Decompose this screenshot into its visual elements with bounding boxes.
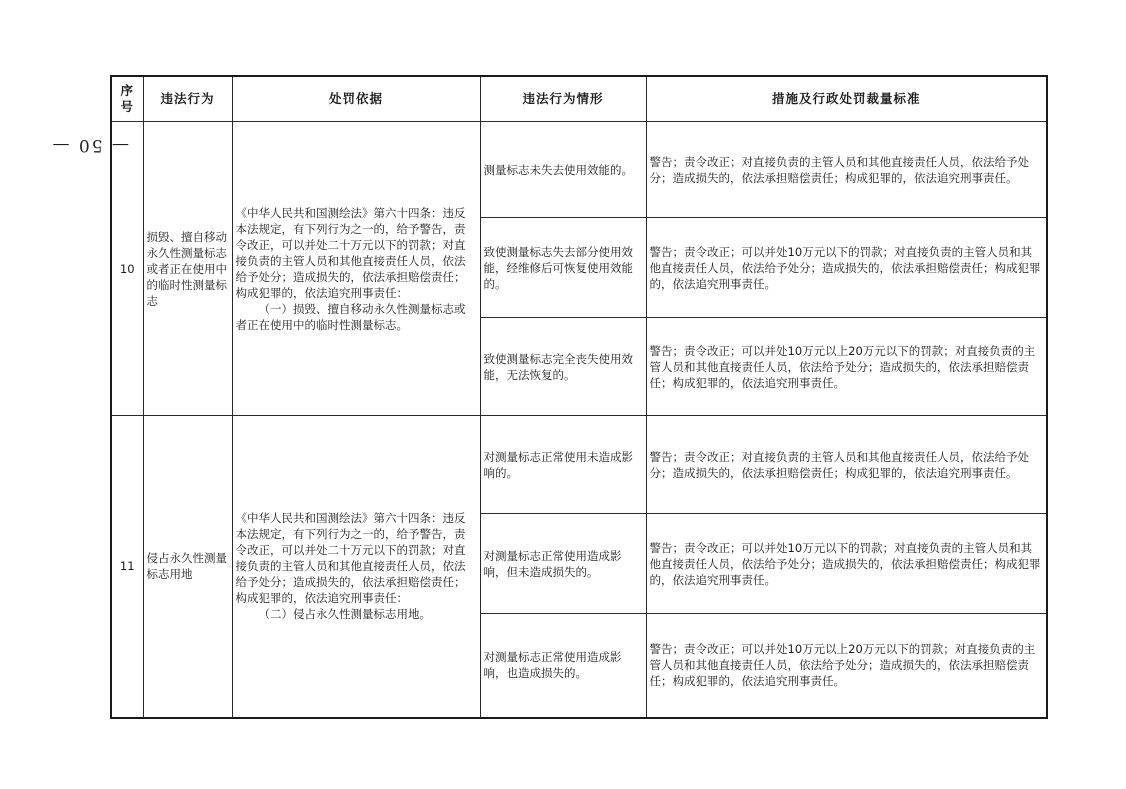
- header-act: 违法行为: [143, 76, 232, 122]
- measure: 警告；责令改正；可以并处10万元以下的罚款；对直接负责的主管人员和其他直接责任人员，依法给予处分；造成损失的，依法承担赔偿责任；构成犯罪的，依法追究刑事责任。: [646, 218, 1047, 318]
- circumstance: 对测量标志正常使用未造成影响的。: [480, 416, 646, 514]
- header-no: 序号: [111, 76, 143, 122]
- measure: 警告；责令改正；可以并处10万元以下的罚款；对直接负责的主管人员和其他直接责任人员，依法给予处分；造成损失的，依法承担赔偿责任；构成犯罪的，依法追究刑事责任。: [646, 514, 1047, 614]
- circumstance: 致使测量标志失去部分使用效能，经维修后可恢复使用效能的。: [480, 218, 646, 318]
- penalty-basis: [232, 416, 480, 718]
- table-row: [111, 122, 1047, 218]
- measure: 警告；责令改正；对直接负责的主管人员和其他直接责任人员，依法给予处分；造成损失的，依法承担赔偿责任；构成犯罪的，依法追究刑事责任。: [646, 416, 1047, 514]
- page-number: — 50 —: [50, 135, 130, 155]
- row-number: 10: [111, 122, 143, 416]
- circumstance: 致使测量标志完全丧失使用效能，无法恢复的。: [480, 318, 646, 416]
- circumstance: 对测量标志正常使用造成影响，也造成损失的。: [480, 614, 646, 718]
- measure: 警告；责令改正；可以并处10万元以上20万元以下的罚款；对直接负责的主管人员和其他直接责任人员，依法给予处分；造成损失的，依法承担赔偿责任；构成犯罪的，依法追究刑事责任。: [646, 318, 1047, 416]
- basis-text: 《中华人民共和国测绘法》第六十四条：违反本法规定，有下列行为之一的，给予警告，责令改正，可以并处二十万元以下的罚款；对直接负责的主管人员和其他直接责任人员，依法给予处分；造成损失的，依法承担赔偿责任；构成犯罪的，依法追究刑事责任：: [235, 511, 466, 606]
- header-basis: 处罚依据: [232, 76, 480, 122]
- basis-text: 《中华人民共和国测绘法》第六十四条：违反本法规定，有下列行为之一的，给予警告，责令改正，可以并处二十万元以下的罚款；对直接负责的主管人员和其他直接责任人员，依法给予处分；造成损失的，依法承担赔偿责任；构成犯罪的，依法追究刑事责任：: [235, 205, 466, 300]
- circumstance: 测量标志未失去使用效能的。: [480, 122, 646, 218]
- circumstance: 对测量标志正常使用造成影响，但未造成损失的。: [480, 514, 646, 614]
- row-number: 11: [111, 416, 143, 718]
- basis-item: （一）损毁、擅自移动永久性测量标志或者正在使用中的临时性测量标志。: [235, 301, 466, 332]
- penalty-standards-table: [110, 75, 1048, 719]
- measure: 警告；责令改正；可以并处10万元以上20万元以下的罚款；对直接负责的主管人员和其他直接责任人员，依法给予处分；造成损失的，依法承担赔偿责任；构成犯罪的，依法追究刑事责任。: [646, 614, 1047, 718]
- header-circumstance: 违法行为情形: [480, 76, 646, 122]
- table-header-row: [111, 76, 1047, 122]
- table-row: [111, 416, 1047, 514]
- penalty-basis: [232, 122, 480, 416]
- violation-act: 侵占永久性测量标志用地: [143, 416, 232, 718]
- basis-item: （二）侵占永久性测量标志用地。: [258, 607, 431, 622]
- violation-act: 损毁、擅自移动永久性测量标志或者正在使用中的临时性测量标志: [143, 122, 232, 416]
- measure: 警告；责令改正；对直接负责的主管人员和其他直接责任人员，依法给予处分；造成损失的，依法承担赔偿责任；构成犯罪的，依法追究刑事责任。: [646, 122, 1047, 218]
- header-measure: 措施及行政处罚裁量标准: [646, 76, 1047, 122]
